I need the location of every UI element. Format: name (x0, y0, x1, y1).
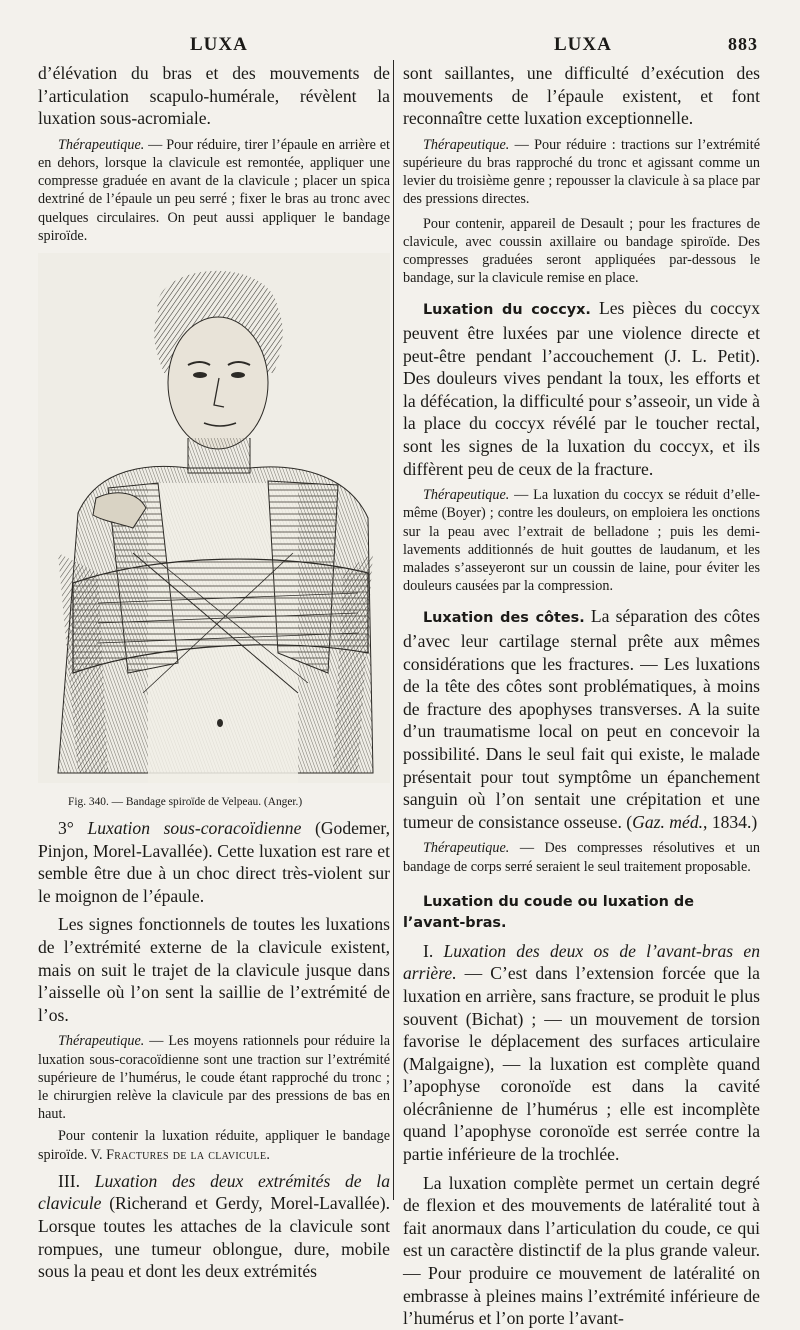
paragraph: Les signes fonctionnels de toutes les luxations de l’extrémité externe de la clavicule existent, mais on suit le trajet de la clavicule jusque dans l’aisselle où l’on sent la saillie de l’extrémité de l’os. (38, 914, 390, 1025)
paragraph-text: — C’est dans l’extension forcée que la luxation en arrière, sans fracture, se produit le plus souvent (Bichat) ; — un mouvement de torsion favorise le déplacement des surfaces articulaire (Malgaigne), — la luxation est complète quand l’apophyse coronoïde est dans la cavité olécrânienne de l’humérus ; elle est incomplète quand l’apophyse coronoïde est serrée contre la partie inférieure de la trochlée. (403, 963, 760, 1165)
running-header-left: LUXA (190, 34, 248, 55)
therapeutics-paragraph (403, 136, 760, 209)
therapeutics-label: Thérapeutique. (423, 136, 510, 153)
section-title: Luxation des deux extrémités de la clavicule (38, 1170, 390, 1214)
paragraph: sont saillantes, une difficulté d’exécution des mouvements de l’épaule existent, et font reconnaître cette luxation exceptionnelle. (403, 63, 760, 129)
paragraph-text: — Des compresses résolutives et un bandage de corps serré seraient le seul traitement proposable. (403, 840, 760, 875)
figure-caption: Fig. 340. — Bandage spiroïde de Velpeau. (Anger.) (68, 796, 303, 808)
paragraph-text: La séparation des côtes d’avec leur cartilage sternal prête aux mêmes considérations que les fractures. — Les luxations de la tête des côtes sont problématiques, à moins de fracture des apophyses transverses. A la suite d’un traumatisme local on peut en concevoir la possibilité. Dans le seul fait qui existe, le malade présentait pour tout symptôme un épanchement sanguin où l’on sentait une crépitation et une tumeur de consistance osseuse. (403, 606, 760, 832)
paragraph-text: (Richerand et Gerdy, Morel-Lavallée). Lorsque toutes les attaches de la clavicule sont rompues, une tumeur oblongue, dure, mobile sous la peau et dont les deux extrémités (38, 1193, 390, 1282)
paragraph-text: Pour contenir la luxation réduite, appliquer le bandage spiroïde. V. (38, 1128, 390, 1163)
therapeutics-label: Thérapeutique. (423, 487, 510, 504)
left-column (38, 62, 390, 1283)
paragraph: Pour contenir, appareil de Desault ; pour les fractures de clavicule, avec coussin axillaire ou bandage spiroïde. Des compresses graduées seront appliquées par-dessous le bandage, sur la clavicule remise en place. (403, 215, 760, 287)
engraving-image (38, 253, 390, 793)
therapeutics-label: Thérapeutique. (58, 1033, 145, 1050)
section-paragraph (403, 940, 760, 1166)
paragraph: La luxation complète permet un certain degré de flexion et des mouvements de latéralité tout à fait anormaux dans l’articulation du coude, ce qui est un caractère distinctif de la plus grande valeur. — Pour produire ce mouvement de latéralité on embrasse à pleines mains l’extrémité inférieure de l’humérus et l’on porte l’avant- (403, 1172, 760, 1329)
paragraph-text: — Les moyens rationnels pour réduire la luxation sous-coracoïdienne sont une traction sur l’extrémité supérieure de l’humérus, le coude étant rapproché du tronc ; le chirurgien relève la clavicule par des pressions de bas en haut. (38, 1033, 390, 1123)
paragraph: d’élévation du bras et des mouvements de l’articulation scapulo-humérale, révèlent la luxation sous-acromiale. (38, 63, 390, 129)
section-number: 3° (58, 818, 74, 838)
paragraph-text: — Pour réduire, tirer l’épaule en arrière et en dehors, lorsque la clavicule est remontée, appliquer une compresse graduée en avant de la clavicule ; placer un spica dextriné de l’épaule un peu serré ; fixer le bras au tronc avec quelques circulaires. On peut aussi appliquer le bandage spiroïde. (38, 136, 390, 244)
cross-reference: Fractures de la clavicule. (106, 1146, 271, 1163)
paragraph-text: (Godemer, Pinjon, Morel-Lavallée). Cette luxation est rare et semble être due à un choc direct très-violent sur le moignon de l’épaule. (38, 818, 390, 906)
cotes-paragraph (403, 605, 760, 833)
therapeutics-label: Thérapeutique. (423, 840, 510, 857)
paragraph (38, 1127, 390, 1163)
right-column (403, 62, 760, 1330)
section-title: Luxation des deux os de l’avant-bras en arrière. (403, 940, 760, 984)
therapeutics-paragraph (403, 839, 760, 875)
running-header-right: LUXA (554, 34, 612, 55)
reference-title: Gaz. méd. (632, 811, 704, 832)
therapeutics-label: Thérapeutique. (58, 136, 145, 153)
section-paragraph (38, 1170, 390, 1283)
section-number: I. (423, 940, 434, 961)
page-number: 883 (728, 34, 758, 54)
section-title: Luxation sous-coracoïdienne (87, 818, 302, 838)
section-heading-coccyx: Luxation du coccyx. (423, 302, 591, 319)
reference-open: ( (626, 811, 633, 832)
therapeutics-paragraph (38, 1032, 390, 1123)
figure-bandage-illustration (38, 253, 390, 793)
therapeutics-paragraph (403, 486, 760, 595)
section-heading-cotes: Luxation des côtes. (423, 610, 585, 627)
section-heading-coude: Luxation du coude ou luxation de l’avant-bras. (403, 893, 694, 931)
section-paragraph (38, 817, 390, 907)
section-number: III. (58, 1170, 80, 1191)
column-divider (393, 60, 394, 1200)
paragraph-text: Les pièces du coccyx peuvent être luxées par une violence directe et peut-être pendant l’accouchement (J. L. Petit). Des douleurs vives pendant la toux, les efforts et la défécation, la difficulté pour s’asseoir, un vide à la place du coccyx révélé par le toucher rectal, sont les signes de la luxation du coccyx, et ils diffèrent peu de ceux de la fracture. (403, 298, 760, 479)
paragraph-text: — Pour réduire : tractions sur l’extrémité supérieure du bras rapproché du tronc et agissant comme un levier du troisième genre ; repousser la clavicule à sa place par des pressions directes. (403, 136, 760, 208)
paragraph-text: — La luxation du coccyx se réduit d’elle-même (Boyer) ; contre les douleurs, on emploiera les onctions sur la peau avec l’extrait de belladone ; puis les demi-lavements additionnés de huit gouttes de laudanum, et les malades s’asseyeront sur un coussin de laine, pour éviter les douleurs causées par la compression. (403, 487, 760, 595)
coccyx-paragraph (403, 297, 760, 480)
therapeutics-paragraph (38, 136, 390, 245)
reference-year: , 1834.) (703, 811, 758, 832)
